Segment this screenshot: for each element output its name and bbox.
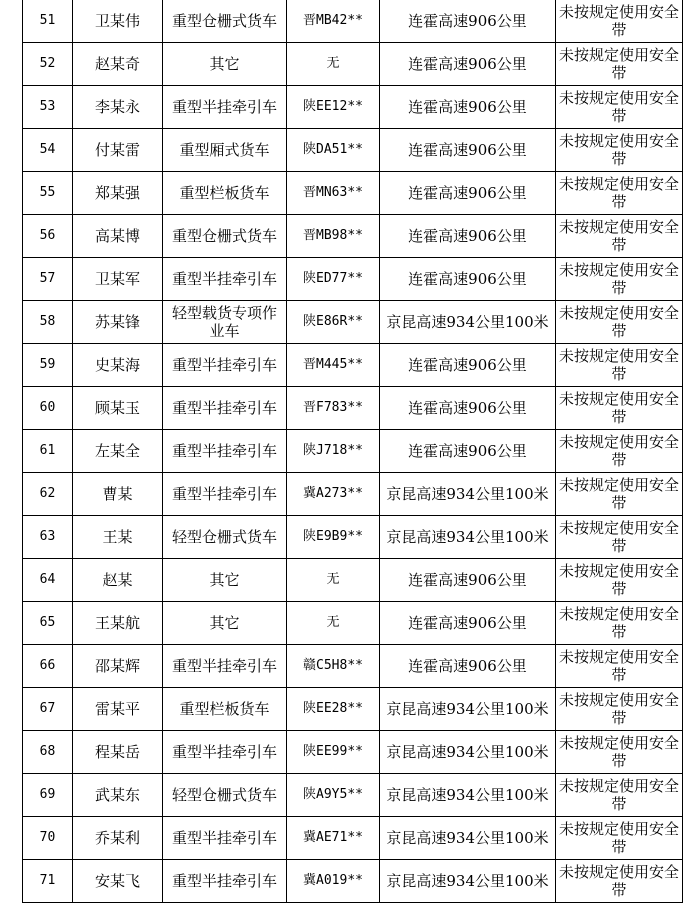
violation-location: 连霍高速906公里 — [380, 0, 556, 43]
row-number: 66 — [23, 645, 73, 688]
vehicle-type: 其它 — [163, 43, 287, 86]
violation-location: 连霍高速906公里 — [380, 43, 556, 86]
violation-location: 连霍高速906公里 — [380, 430, 556, 473]
driver-name: 李某永 — [73, 86, 163, 129]
row-number: 71 — [23, 860, 73, 903]
row-number: 70 — [23, 817, 73, 860]
vehicle-type: 重型半挂牵引车 — [163, 817, 287, 860]
driver-name: 高某博 — [73, 215, 163, 258]
driver-name: 程某岳 — [73, 731, 163, 774]
driver-name: 左某全 — [73, 430, 163, 473]
plate-number: 晋MB98** — [287, 215, 380, 258]
driver-name: 付某雷 — [73, 129, 163, 172]
violation-description: 未按规定使用安全带 — [556, 774, 683, 817]
driver-name: 卫某伟 — [73, 0, 163, 43]
row-number: 59 — [23, 344, 73, 387]
table-row — [23, 645, 683, 688]
violation-location: 京昆高速934公里100米 — [380, 301, 556, 344]
violation-location: 连霍高速906公里 — [380, 129, 556, 172]
vehicle-type: 重型半挂牵引车 — [163, 387, 287, 430]
violation-location: 京昆高速934公里100米 — [380, 731, 556, 774]
violation-description: 未按规定使用安全带 — [556, 344, 683, 387]
vehicle-type: 其它 — [163, 559, 287, 602]
vehicle-type: 重型厢式货车 — [163, 129, 287, 172]
violation-table — [22, 0, 683, 903]
vehicle-type: 重型半挂牵引车 — [163, 86, 287, 129]
vehicle-type: 其它 — [163, 602, 287, 645]
driver-name: 曹某 — [73, 473, 163, 516]
violation-location: 京昆高速934公里100米 — [380, 774, 556, 817]
plate-number: 晋MN63** — [287, 172, 380, 215]
plate-number: 陕J718** — [287, 430, 380, 473]
row-number: 63 — [23, 516, 73, 559]
driver-name: 雷某平 — [73, 688, 163, 731]
violation-description: 未按规定使用安全带 — [556, 645, 683, 688]
violation-description: 未按规定使用安全带 — [556, 0, 683, 43]
plate-number: 陕EE12** — [287, 86, 380, 129]
row-number: 65 — [23, 602, 73, 645]
vehicle-type: 重型半挂牵引车 — [163, 344, 287, 387]
row-number: 64 — [23, 559, 73, 602]
plate-number: 陕EE99** — [287, 731, 380, 774]
driver-name: 武某东 — [73, 774, 163, 817]
table-row — [23, 0, 683, 43]
plate-number: 陕EE28** — [287, 688, 380, 731]
plate-number: 晋M445** — [287, 344, 380, 387]
violation-description: 未按规定使用安全带 — [556, 86, 683, 129]
plate-number: 陕E86R** — [287, 301, 380, 344]
vehicle-type: 重型栏板货车 — [163, 172, 287, 215]
driver-name: 苏某锋 — [73, 301, 163, 344]
table-row — [23, 301, 683, 344]
table-row — [23, 688, 683, 731]
plate-number: 陕DA51** — [287, 129, 380, 172]
vehicle-type: 轻型仓栅式货车 — [163, 774, 287, 817]
table-row — [23, 774, 683, 817]
violation-description: 未按规定使用安全带 — [556, 258, 683, 301]
plate-number: 晋F783** — [287, 387, 380, 430]
violation-location: 京昆高速934公里100米 — [380, 473, 556, 516]
violation-description: 未按规定使用安全带 — [556, 301, 683, 344]
violation-description: 未按规定使用安全带 — [556, 473, 683, 516]
row-number: 67 — [23, 688, 73, 731]
vehicle-type: 重型栏板货车 — [163, 688, 287, 731]
violation-location: 连霍高速906公里 — [380, 86, 556, 129]
table-row — [23, 860, 683, 903]
driver-name: 赵某奇 — [73, 43, 163, 86]
table-row — [23, 387, 683, 430]
row-number: 51 — [23, 0, 73, 43]
row-number: 69 — [23, 774, 73, 817]
driver-name: 顾某玉 — [73, 387, 163, 430]
driver-name: 邵某辉 — [73, 645, 163, 688]
plate-number: 无 — [287, 559, 380, 602]
driver-name: 史某海 — [73, 344, 163, 387]
violation-location: 连霍高速906公里 — [380, 602, 556, 645]
violation-location: 连霍高速906公里 — [380, 387, 556, 430]
violation-description: 未按规定使用安全带 — [556, 172, 683, 215]
violation-description: 未按规定使用安全带 — [556, 731, 683, 774]
table-row — [23, 473, 683, 516]
violation-description: 未按规定使用安全带 — [556, 215, 683, 258]
row-number: 61 — [23, 430, 73, 473]
plate-number: 无 — [287, 43, 380, 86]
violation-location: 连霍高速906公里 — [380, 559, 556, 602]
table-row — [23, 43, 683, 86]
plate-number: 晋MB42** — [287, 0, 380, 43]
table-row — [23, 430, 683, 473]
violation-description: 未按规定使用安全带 — [556, 129, 683, 172]
vehicle-type: 轻型仓栅式货车 — [163, 516, 287, 559]
table-row — [23, 602, 683, 645]
row-number: 62 — [23, 473, 73, 516]
plate-number: 陕A9Y5** — [287, 774, 380, 817]
plate-number: 无 — [287, 602, 380, 645]
vehicle-type: 重型半挂牵引车 — [163, 731, 287, 774]
driver-name: 王某航 — [73, 602, 163, 645]
row-number: 56 — [23, 215, 73, 258]
table-row — [23, 731, 683, 774]
table-row — [23, 172, 683, 215]
violation-description: 未按规定使用安全带 — [556, 430, 683, 473]
vehicle-type: 重型仓栅式货车 — [163, 215, 287, 258]
plate-number: 冀A019** — [287, 860, 380, 903]
violation-location: 连霍高速906公里 — [380, 172, 556, 215]
violation-location: 连霍高速906公里 — [380, 344, 556, 387]
violation-location: 京昆高速934公里100米 — [380, 688, 556, 731]
plate-number: 冀A273** — [287, 473, 380, 516]
violation-location: 京昆高速934公里100米 — [380, 516, 556, 559]
row-number: 57 — [23, 258, 73, 301]
plate-number: 陕E9B9** — [287, 516, 380, 559]
violation-description: 未按规定使用安全带 — [556, 43, 683, 86]
violation-description: 未按规定使用安全带 — [556, 516, 683, 559]
violation-location: 连霍高速906公里 — [380, 215, 556, 258]
vehicle-type: 重型半挂牵引车 — [163, 860, 287, 903]
violation-location: 京昆高速934公里100米 — [380, 817, 556, 860]
driver-name: 安某飞 — [73, 860, 163, 903]
vehicle-type: 重型仓栅式货车 — [163, 0, 287, 43]
vehicle-type: 轻型载货专项作业车 — [163, 301, 287, 344]
row-number: 52 — [23, 43, 73, 86]
row-number: 54 — [23, 129, 73, 172]
violation-description: 未按规定使用安全带 — [556, 559, 683, 602]
row-number: 58 — [23, 301, 73, 344]
vehicle-type: 重型半挂牵引车 — [163, 258, 287, 301]
row-number: 60 — [23, 387, 73, 430]
violation-description: 未按规定使用安全带 — [556, 860, 683, 903]
violation-description: 未按规定使用安全带 — [556, 817, 683, 860]
row-number: 55 — [23, 172, 73, 215]
plate-number: 赣C5H8** — [287, 645, 380, 688]
table-row — [23, 129, 683, 172]
violation-location: 连霍高速906公里 — [380, 645, 556, 688]
violation-description: 未按规定使用安全带 — [556, 387, 683, 430]
violation-description: 未按规定使用安全带 — [556, 688, 683, 731]
driver-name: 赵某 — [73, 559, 163, 602]
driver-name: 王某 — [73, 516, 163, 559]
vehicle-type: 重型半挂牵引车 — [163, 645, 287, 688]
plate-number: 冀AE71** — [287, 817, 380, 860]
table-row — [23, 559, 683, 602]
violation-table-container — [22, 0, 683, 903]
driver-name: 郑某强 — [73, 172, 163, 215]
table-row — [23, 344, 683, 387]
violation-location: 连霍高速906公里 — [380, 258, 556, 301]
table-row — [23, 817, 683, 860]
driver-name: 卫某军 — [73, 258, 163, 301]
table-row — [23, 215, 683, 258]
table-body — [23, 0, 683, 903]
vehicle-type: 重型半挂牵引车 — [163, 430, 287, 473]
row-number: 53 — [23, 86, 73, 129]
table-row — [23, 86, 683, 129]
vehicle-type: 重型半挂牵引车 — [163, 473, 287, 516]
table-row — [23, 516, 683, 559]
row-number: 68 — [23, 731, 73, 774]
table-row — [23, 258, 683, 301]
violation-location: 京昆高速934公里100米 — [380, 860, 556, 903]
plate-number: 陕ED77** — [287, 258, 380, 301]
violation-description: 未按规定使用安全带 — [556, 602, 683, 645]
driver-name: 乔某利 — [73, 817, 163, 860]
